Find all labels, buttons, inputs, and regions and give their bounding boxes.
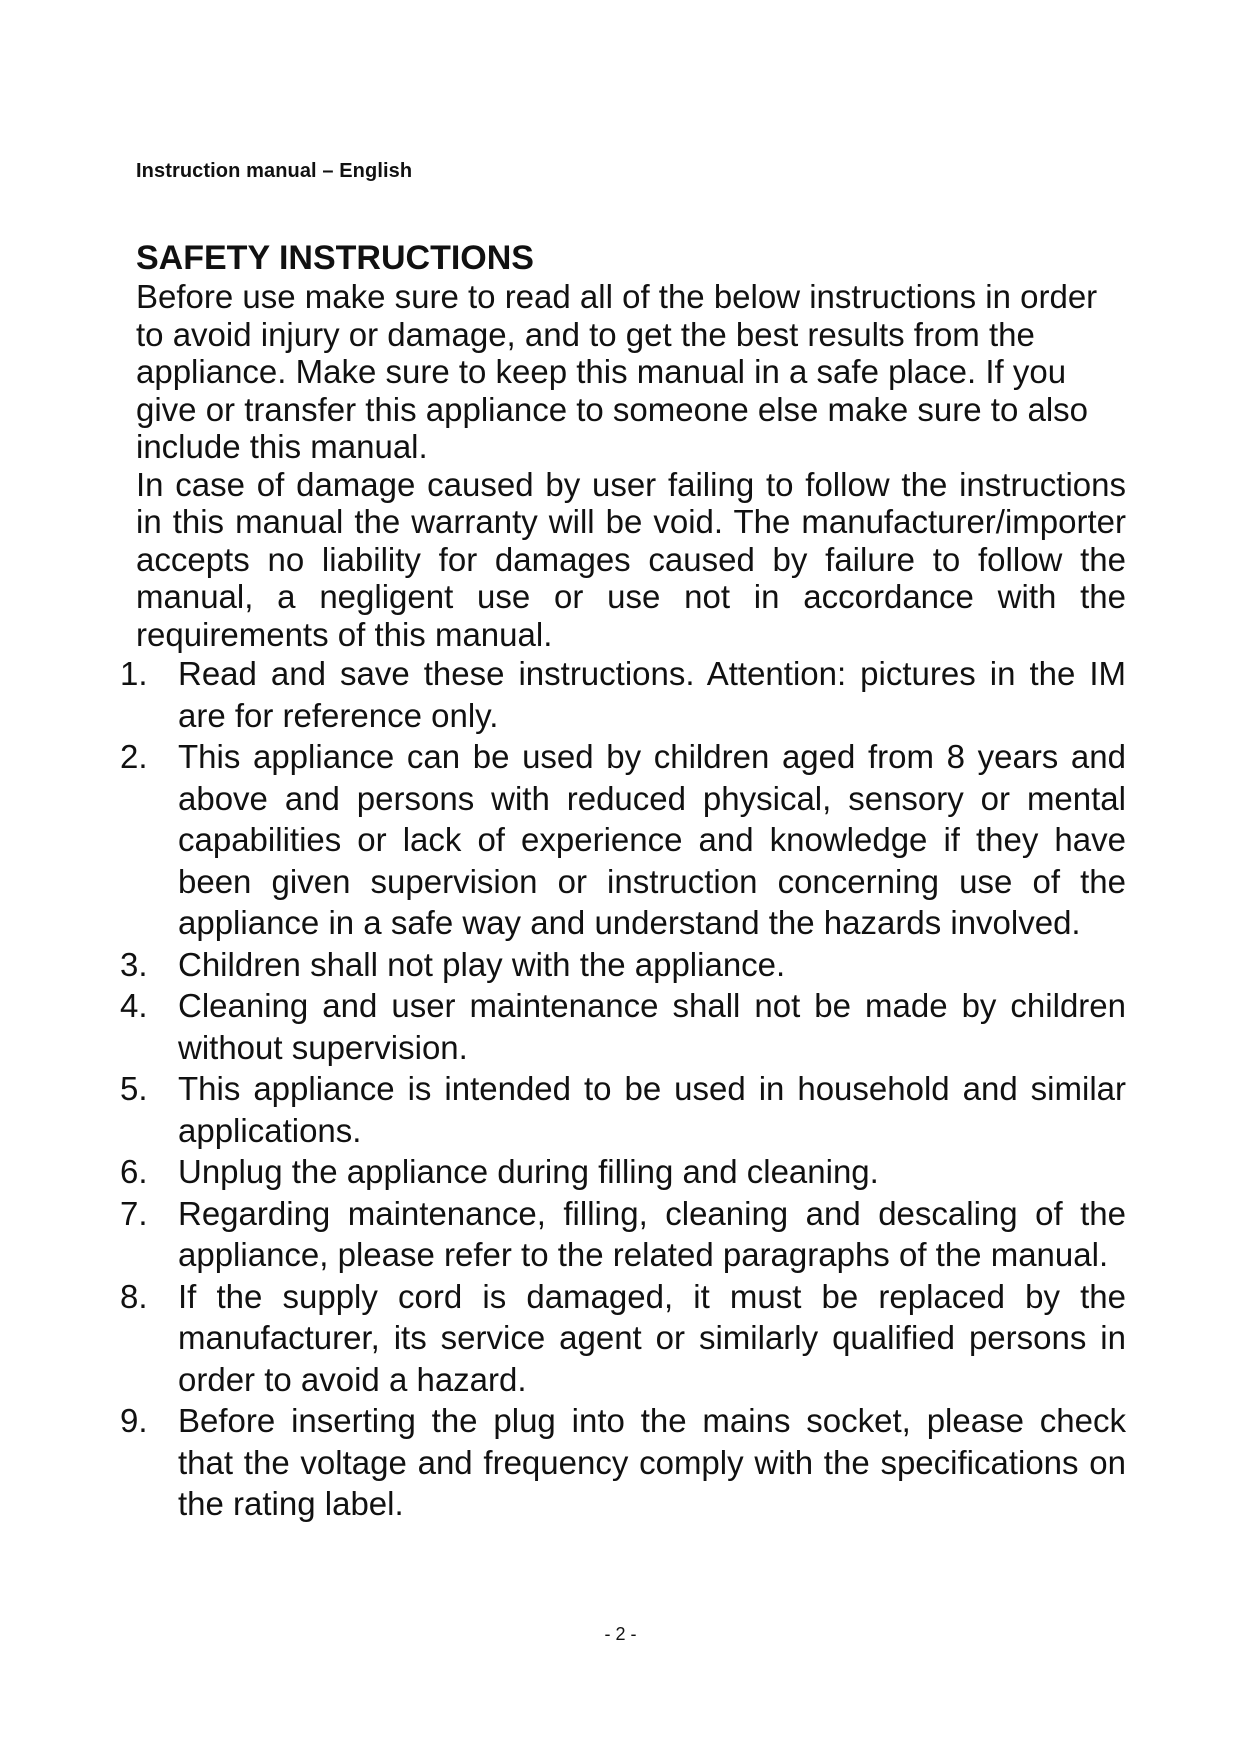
list-item xyxy=(120,985,1126,1068)
document-header: Instruction manual – English xyxy=(136,160,413,182)
list-item xyxy=(120,736,1126,944)
item-text: This appliance is intended to be used in household and similar applications. xyxy=(178,1070,1126,1149)
intro-paragraph: In case of damage caused by user failing to follow the instructions in this manual the warranty will be void. The manufacturer/importer accepts no liability for damages caused by failure to follow the manual, a negligent use or use not in accordance with the requirements of this manual. xyxy=(136,465,1126,653)
instruction-list xyxy=(120,653,1126,1525)
list-item xyxy=(120,1068,1126,1151)
list-item xyxy=(120,944,1126,986)
item-number: 3. xyxy=(120,945,148,983)
list-item xyxy=(120,1193,1126,1276)
item-number: 2. xyxy=(120,738,148,775)
item-number: 9. xyxy=(120,1402,148,1439)
intro-text xyxy=(136,278,1126,653)
item-text: Cleaning and user maintenance shall not be made by children without supervision. xyxy=(178,987,1126,1066)
list-item xyxy=(120,653,1126,736)
item-number: 7. xyxy=(120,1194,148,1232)
item-text: Unplug the appliance during filling and cleaning. xyxy=(178,1153,879,1190)
list-item xyxy=(120,1276,1126,1401)
item-text: This appliance can be used by children aged from 8 years and above and persons with reduced physical, sensory or mental capabilities or lack of experience and knowledge if they have been given supervision or instruction concerning use of the appliance in a safe way and understand the hazards involved. xyxy=(178,738,1126,941)
intro-paragraph: Before use make sure to read all of the below instructions in order to avoid injury or damage, and to get the best results from the appliance. Make sure to keep this manual in a safe place. If you give or transfer this appliance to someone else make sure to also include this manual. xyxy=(136,278,1098,465)
item-number: 1. xyxy=(120,655,148,692)
item-number: 4. xyxy=(120,987,148,1024)
section-title: SAFETY INSTRUCTIONS xyxy=(136,239,534,277)
safety-instructions-section xyxy=(120,238,1126,1525)
item-text: Children shall not play with the appliance. xyxy=(178,945,786,983)
item-number: 8. xyxy=(120,1277,148,1315)
list-item xyxy=(120,1400,1126,1525)
item-text: If the supply cord is damaged, it must be replaced by the manufacturer, its service agent or similarly qualified persons in order to avoid a hazard. xyxy=(178,1277,1126,1398)
item-number: 6. xyxy=(120,1153,148,1190)
item-text: Before inserting the plug into the mains socket, please check that the voltage and frequency comply with the specifications on the rating label. xyxy=(178,1402,1126,1522)
item-number: 5. xyxy=(120,1070,148,1107)
item-text: Read and save these instructions. Attention: pictures in the IM are for reference only. xyxy=(178,655,1126,734)
list-item xyxy=(120,1151,1126,1193)
item-text: Regarding maintenance, filling, cleaning and descaling of the appliance, please refer to the related paragraphs of the manual. xyxy=(178,1194,1126,1273)
page-number: - 2 - xyxy=(604,1624,637,1644)
